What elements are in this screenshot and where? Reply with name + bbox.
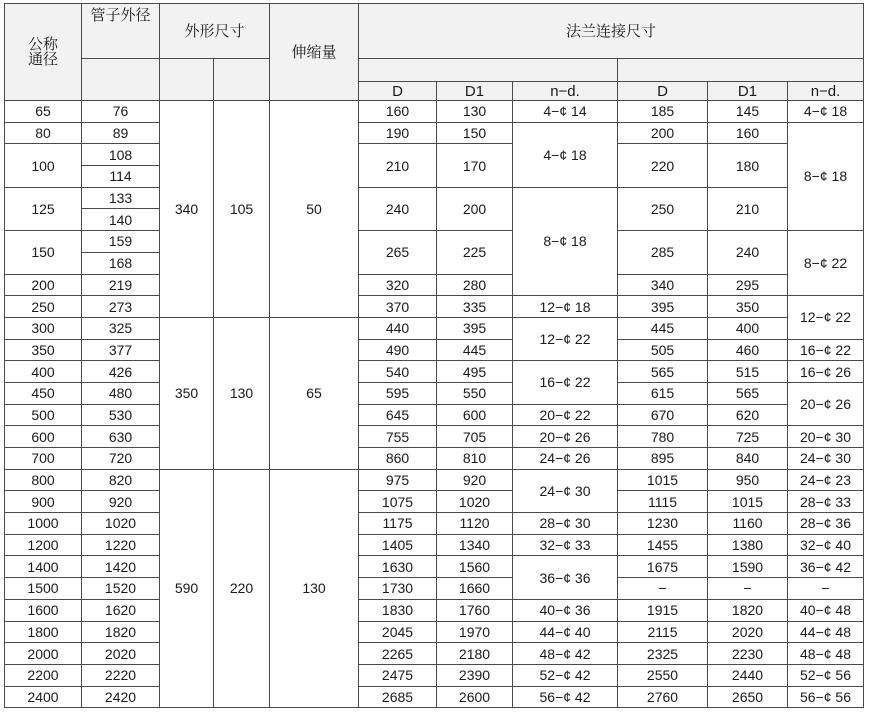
table-row: [5, 187, 864, 209]
cell-nominal-diameter: 65: [5, 101, 82, 123]
cell-flange-d1: 395: [437, 317, 513, 339]
cell-flange-d1: 130: [437, 101, 513, 123]
cell-flange-d1-2: 460: [708, 339, 788, 361]
table-row: [5, 643, 864, 665]
cell-flange-d-2: 1675: [618, 556, 708, 578]
cell-bolt-nd: 4−¢ 18: [513, 122, 618, 187]
cell-pipe-od: 114: [82, 166, 160, 188]
cell-flange-d1-2: 1015: [708, 491, 788, 513]
cell-nominal-diameter: 2200: [5, 664, 82, 686]
cell-bolt-nd-2: 36−¢ 42: [788, 556, 864, 578]
cell-flange-d1-2: 350: [708, 296, 788, 318]
cell-flange-d1: 1760: [437, 599, 513, 621]
cell-flange-d-2: 1915: [618, 599, 708, 621]
cell-flange-d1-2: 840: [708, 448, 788, 470]
table-row: [5, 122, 864, 144]
cell-flange-d1: 495: [437, 361, 513, 383]
cell-pipe-od: 530: [82, 404, 160, 426]
table-row: [5, 382, 864, 404]
table-row: [5, 534, 864, 556]
cell-flange-d-2: 200: [618, 122, 708, 144]
cell-flange-d1-2: 725: [708, 426, 788, 448]
cell-flange-d: 190: [359, 122, 437, 144]
cell-flange-d: 2265: [359, 643, 437, 665]
cell-flange-d: 1830: [359, 599, 437, 621]
cell-flange-d1-2: 1820: [708, 599, 788, 621]
cell-nominal-diameter: 1500: [5, 578, 82, 600]
header-pipe-blank: [82, 59, 160, 101]
cell-flange-d1: 1120: [437, 513, 513, 535]
table-row: [5, 469, 864, 491]
cell-flange-d-2: 2760: [618, 686, 708, 708]
header-outline-blank-1: [160, 59, 214, 101]
cell-nominal-diameter: 400: [5, 361, 82, 383]
cell-pipe-od: 630: [82, 426, 160, 448]
flange-dimension-table: [4, 3, 864, 708]
cell-bolt-nd-2: 48−¢ 48: [788, 643, 864, 665]
cell-pipe-od: 168: [82, 252, 160, 274]
table-row: [5, 144, 864, 166]
cell-pipe-od: 89: [82, 122, 160, 144]
cell-flange-d-2: 1230: [618, 513, 708, 535]
cell-flange-d: 1075: [359, 491, 437, 513]
cell-bolt-nd-2: 8−¢ 22: [788, 231, 864, 296]
cell-bolt-nd-2: 40−¢ 48: [788, 599, 864, 621]
cell-flange-d-2: 1115: [618, 491, 708, 513]
table-row: [5, 231, 864, 253]
cell-flange-d-2: 670: [618, 404, 708, 426]
cell-nominal-diameter: 600: [5, 426, 82, 448]
table-row: [5, 686, 864, 708]
cell-pipe-od: 273: [82, 296, 160, 318]
header-outline-blank-2: [214, 59, 270, 101]
cell-nominal-diameter: 250: [5, 296, 82, 318]
cell-flange-d: 1405: [359, 534, 437, 556]
header-d1-1: D1: [437, 82, 513, 101]
cell-flange-d1: 335: [437, 296, 513, 318]
cell-flange-d: 265: [359, 231, 437, 274]
table-row: [5, 599, 864, 621]
table-row: [5, 296, 864, 318]
cell-pipe-od: 159: [82, 231, 160, 253]
header-pipe-outer-diameter: 管子外径: [82, 4, 160, 59]
cell-flange-d1: 170: [437, 144, 513, 187]
cell-flange-d1: 445: [437, 339, 513, 361]
cell-expansion: 65: [270, 317, 359, 469]
cell-bolt-nd: 32−¢ 33: [513, 534, 618, 556]
cell-flange-d1: 705: [437, 426, 513, 448]
cell-bolt-nd-2: 4−¢ 18: [788, 101, 864, 123]
cell-flange-d1-2: 2440: [708, 664, 788, 686]
cell-nominal-diameter: 200: [5, 274, 82, 296]
cell-flange-d1-2: 210: [708, 187, 788, 230]
cell-flange-d1: 225: [437, 231, 513, 274]
header-nd-1: n−d.: [513, 82, 618, 101]
table-row: [5, 317, 864, 339]
cell-bolt-nd: 56−¢ 42: [513, 686, 618, 708]
cell-pipe-od: 133: [82, 187, 160, 209]
cell-flange-d1-2: 295: [708, 274, 788, 296]
cell-flange-d1-2: 515: [708, 361, 788, 383]
cell-flange-d1: 600: [437, 404, 513, 426]
cell-flange-d1-2: 160: [708, 122, 788, 144]
cell-bolt-nd-2: 52−¢ 56: [788, 664, 864, 686]
cell-pipe-od: 219: [82, 274, 160, 296]
cell-bolt-nd-2: −: [788, 578, 864, 600]
cell-bolt-nd-2: 8−¢ 18: [788, 122, 864, 230]
cell-pipe-od: 1620: [82, 599, 160, 621]
cell-nominal-diameter: 1800: [5, 621, 82, 643]
cell-flange-d-2: 185: [618, 101, 708, 123]
cell-pipe-od: 2420: [82, 686, 160, 708]
cell-nominal-diameter: 450: [5, 382, 82, 404]
cell-bolt-nd-2: 44−¢ 48: [788, 621, 864, 643]
table-row: [5, 513, 864, 535]
spec-table-wrapper: [4, 3, 864, 708]
cell-flange-d-2: 2115: [618, 621, 708, 643]
cell-outline-l2: 105: [214, 101, 270, 318]
cell-flange-d-2: 1455: [618, 534, 708, 556]
cell-bolt-nd: 12−¢ 18: [513, 296, 618, 318]
cell-flange-d: 755: [359, 426, 437, 448]
cell-flange-d1: 200: [437, 187, 513, 230]
header-flange-dimensions: 法兰连接尺寸: [359, 4, 864, 59]
cell-flange-d1: 550: [437, 382, 513, 404]
cell-flange-d: 440: [359, 317, 437, 339]
cell-flange-d1-2: 400: [708, 317, 788, 339]
table-row: [5, 491, 864, 513]
cell-flange-d: 860: [359, 448, 437, 470]
cell-bolt-nd-2: 24−¢ 30: [788, 448, 864, 470]
cell-flange-d1-2: 145: [708, 101, 788, 123]
cell-outline-l1: 590: [160, 469, 214, 708]
cell-flange-d1-2: 620: [708, 404, 788, 426]
cell-bolt-nd-2: 28−¢ 33: [788, 491, 864, 513]
cell-flange-d-2: 340: [618, 274, 708, 296]
table-row: [5, 578, 864, 600]
cell-flange-d1: 1560: [437, 556, 513, 578]
cell-flange-d1: 1340: [437, 534, 513, 556]
cell-flange-d1-2: −: [708, 578, 788, 600]
cell-flange-d1: 150: [437, 122, 513, 144]
cell-flange-d-2: 250: [618, 187, 708, 230]
cell-flange-d-2: 395: [618, 296, 708, 318]
cell-flange-d1-2: 180: [708, 144, 788, 187]
cell-flange-d-2: 2550: [618, 664, 708, 686]
table-row: [5, 404, 864, 426]
cell-pipe-od: 76: [82, 101, 160, 123]
cell-flange-d1: 2390: [437, 664, 513, 686]
cell-flange-d1-2: 1160: [708, 513, 788, 535]
cell-flange-d-2: 1015: [618, 469, 708, 491]
cell-flange-d: 645: [359, 404, 437, 426]
cell-bolt-nd: 52−¢ 42: [513, 664, 618, 686]
cell-flange-d1-2: 2020: [708, 621, 788, 643]
cell-nominal-diameter: 350: [5, 339, 82, 361]
cell-nominal-diameter: 300: [5, 317, 82, 339]
header-nd-2: n−d.: [788, 82, 864, 101]
cell-pipe-od: 1020: [82, 513, 160, 535]
cell-flange-d: 490: [359, 339, 437, 361]
cell-outline-l1: 350: [160, 317, 214, 469]
cell-flange-d1: 1970: [437, 621, 513, 643]
cell-flange-d: 240: [359, 187, 437, 230]
cell-pipe-od: 1420: [82, 556, 160, 578]
cell-bolt-nd: 20−¢ 26: [513, 426, 618, 448]
cell-flange-d1-2: 240: [708, 231, 788, 274]
cell-bolt-nd: 44−¢ 40: [513, 621, 618, 643]
cell-flange-d-2: −: [618, 578, 708, 600]
cell-nominal-diameter: 80: [5, 122, 82, 144]
cell-pipe-od: 140: [82, 209, 160, 231]
cell-bolt-nd: 48−¢ 42: [513, 643, 618, 665]
cell-nominal-diameter: 1400: [5, 556, 82, 578]
cell-flange-d1-2: 2650: [708, 686, 788, 708]
cell-pipe-od: 377: [82, 339, 160, 361]
table-row: [5, 621, 864, 643]
cell-bolt-nd: 24−¢ 26: [513, 448, 618, 470]
header-d1-2: D1: [708, 82, 788, 101]
cell-flange-d1: 2180: [437, 643, 513, 665]
cell-flange-d1: 1020: [437, 491, 513, 513]
cell-flange-d: 320: [359, 274, 437, 296]
header-flange-group-2: [618, 59, 864, 82]
cell-pipe-od: 1820: [82, 621, 160, 643]
cell-pipe-od: 1520: [82, 578, 160, 600]
cell-flange-d: 2685: [359, 686, 437, 708]
cell-bolt-nd-2: 20−¢ 30: [788, 426, 864, 448]
cell-flange-d1-2: 1380: [708, 534, 788, 556]
cell-flange-d1: 810: [437, 448, 513, 470]
cell-expansion: 130: [270, 469, 359, 708]
header-d-2: D: [618, 82, 708, 101]
cell-flange-d1: 2600: [437, 686, 513, 708]
cell-expansion: 50: [270, 101, 359, 318]
cell-flange-d-2: 615: [618, 382, 708, 404]
cell-bolt-nd: 36−¢ 36: [513, 556, 618, 599]
cell-flange-d: 595: [359, 382, 437, 404]
cell-bolt-nd: 4−¢ 14: [513, 101, 618, 123]
cell-bolt-nd: 8−¢ 18: [513, 187, 618, 295]
cell-bolt-nd-2: 28−¢ 36: [788, 513, 864, 535]
header-d-1: D: [359, 82, 437, 101]
cell-pipe-od: 920: [82, 491, 160, 513]
cell-bolt-nd: 24−¢ 30: [513, 469, 618, 512]
cell-bolt-nd: 16−¢ 22: [513, 361, 618, 404]
cell-pipe-od: 2220: [82, 664, 160, 686]
cell-flange-d: 2045: [359, 621, 437, 643]
cell-flange-d1-2: 1590: [708, 556, 788, 578]
table-row: [5, 448, 864, 470]
cell-nominal-diameter: 700: [5, 448, 82, 470]
table-row: [5, 101, 864, 123]
cell-outline-l2: 220: [214, 469, 270, 708]
cell-bolt-nd-2: 16−¢ 22: [788, 339, 864, 361]
table-row: [5, 664, 864, 686]
cell-nominal-diameter: 1600: [5, 599, 82, 621]
table-row: [5, 556, 864, 578]
table-row: [5, 274, 864, 296]
cell-bolt-nd: 28−¢ 30: [513, 513, 618, 535]
cell-flange-d1: 920: [437, 469, 513, 491]
cell-pipe-od: 480: [82, 382, 160, 404]
cell-flange-d: 210: [359, 144, 437, 187]
cell-bolt-nd-2: 32−¢ 40: [788, 534, 864, 556]
table-row: [5, 361, 864, 383]
cell-bolt-nd-2: 16−¢ 26: [788, 361, 864, 383]
cell-flange-d: 1730: [359, 578, 437, 600]
cell-flange-d: 370: [359, 296, 437, 318]
cell-flange-d-2: 780: [618, 426, 708, 448]
cell-bolt-nd-2: 12−¢ 22: [788, 296, 864, 339]
cell-nominal-diameter: 1200: [5, 534, 82, 556]
cell-flange-d: 540: [359, 361, 437, 383]
cell-flange-d: 2475: [359, 664, 437, 686]
cell-flange-d: 975: [359, 469, 437, 491]
cell-nominal-diameter: 1000: [5, 513, 82, 535]
cell-outline-l2: 130: [214, 317, 270, 469]
cell-outline-l1: 340: [160, 101, 214, 318]
cell-flange-d-2: 285: [618, 231, 708, 274]
cell-flange-d: 1630: [359, 556, 437, 578]
cell-nominal-diameter: 900: [5, 491, 82, 513]
cell-nominal-diameter: 125: [5, 187, 82, 230]
table-row: [5, 339, 864, 361]
header-expansion: 伸缩量: [270, 4, 359, 101]
cell-nominal-diameter: 150: [5, 231, 82, 274]
cell-bolt-nd-2: 56−¢ 56: [788, 686, 864, 708]
cell-pipe-od: 426: [82, 361, 160, 383]
cell-bolt-nd: 12−¢ 22: [513, 317, 618, 360]
cell-flange-d-2: 2325: [618, 643, 708, 665]
cell-bolt-nd-2: 24−¢ 23: [788, 469, 864, 491]
cell-flange-d1-2: 565: [708, 382, 788, 404]
cell-nominal-diameter: 2400: [5, 686, 82, 708]
cell-bolt-nd-2: 20−¢ 26: [788, 382, 864, 425]
table-row: [5, 426, 864, 448]
cell-nominal-diameter: 800: [5, 469, 82, 491]
header-nominal-diameter: 公称 通径: [5, 4, 82, 101]
cell-flange-d-2: 445: [618, 317, 708, 339]
cell-nominal-diameter: 2000: [5, 643, 82, 665]
header-flange-group-1: [359, 59, 618, 82]
cell-pipe-od: 820: [82, 469, 160, 491]
cell-pipe-od: 1220: [82, 534, 160, 556]
cell-pipe-od: 720: [82, 448, 160, 470]
cell-flange-d1: 1660: [437, 578, 513, 600]
cell-flange-d1-2: 950: [708, 469, 788, 491]
header-outline-dimensions: 外形尺寸: [160, 4, 270, 59]
cell-flange-d-2: 220: [618, 144, 708, 187]
cell-flange-d1: 280: [437, 274, 513, 296]
cell-nominal-diameter: 100: [5, 144, 82, 187]
cell-pipe-od: 108: [82, 144, 160, 166]
cell-nominal-diameter: 500: [5, 404, 82, 426]
cell-pipe-od: 325: [82, 317, 160, 339]
cell-flange-d-2: 895: [618, 448, 708, 470]
cell-pipe-od: 2020: [82, 643, 160, 665]
cell-flange-d-2: 505: [618, 339, 708, 361]
cell-bolt-nd: 20−¢ 22: [513, 404, 618, 426]
cell-flange-d: 1175: [359, 513, 437, 535]
cell-flange-d1-2: 2230: [708, 643, 788, 665]
cell-flange-d-2: 565: [618, 361, 708, 383]
cell-flange-d: 160: [359, 101, 437, 123]
cell-bolt-nd: 40−¢ 36: [513, 599, 618, 621]
